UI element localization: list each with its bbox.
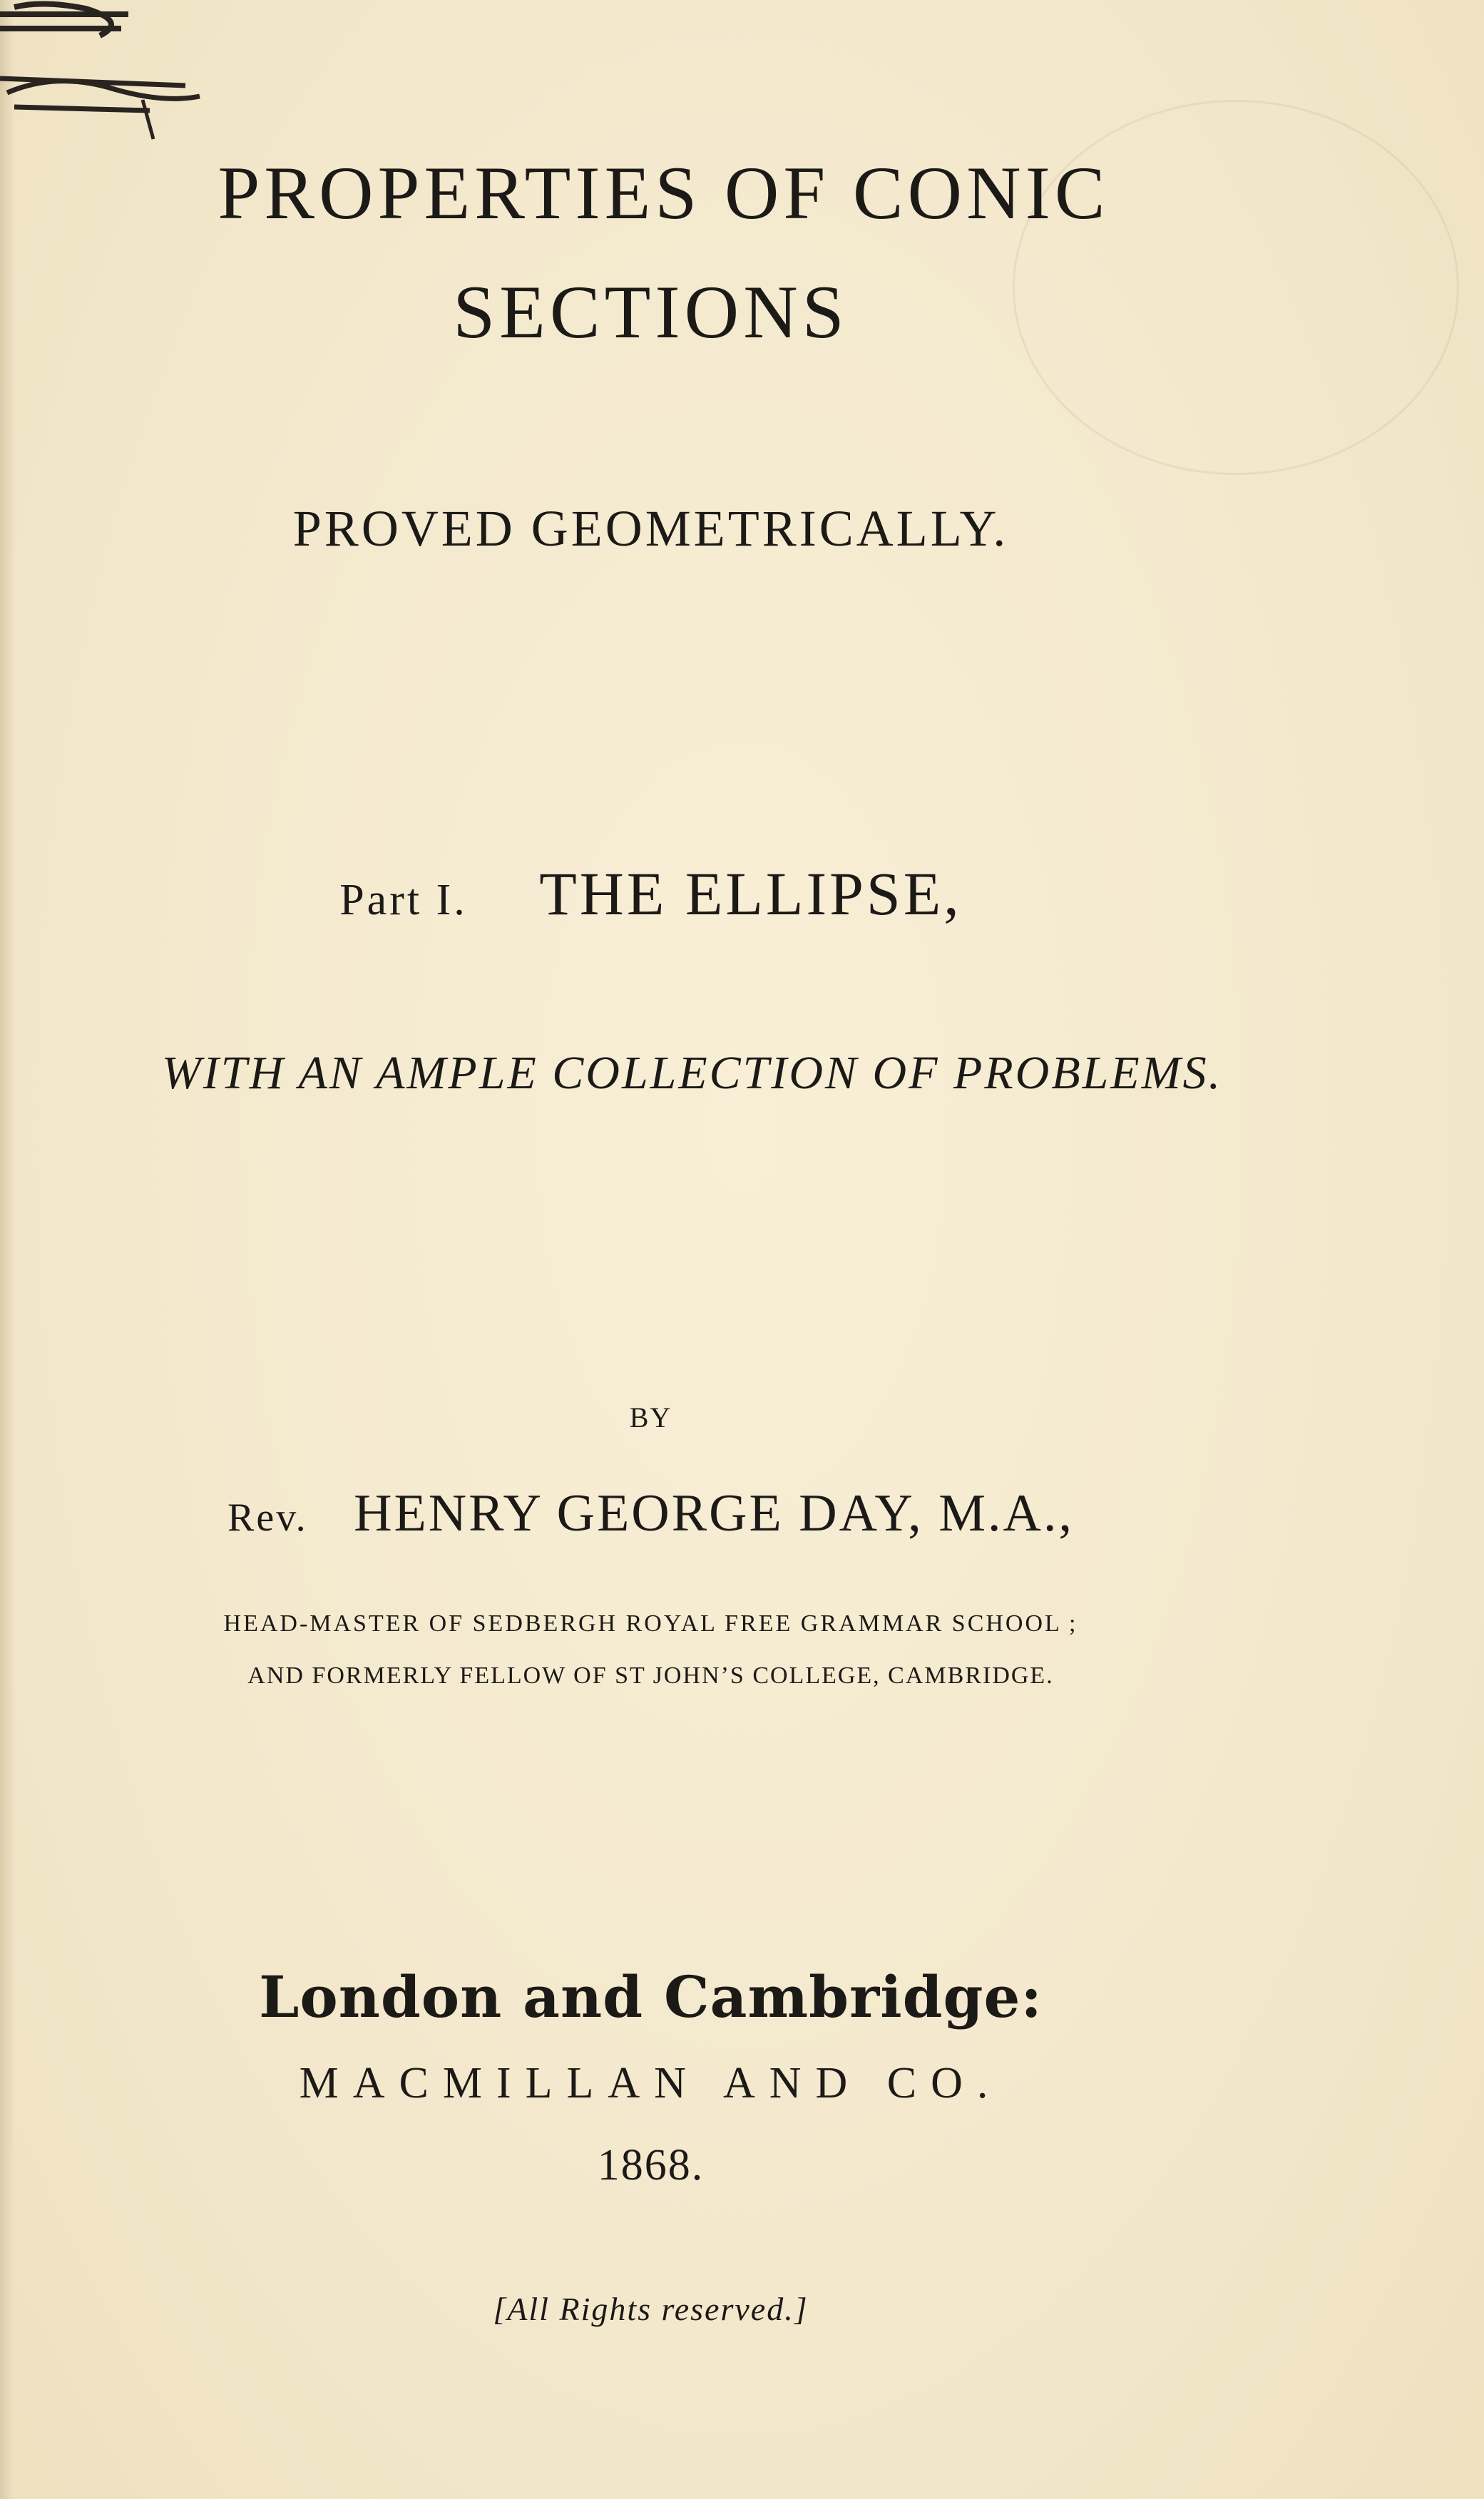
publication-cities: London and Cambridge: <box>259 1963 1043 2030</box>
author-line <box>0 1484 1393 1543</box>
subtitle: PROVED GEOMETRICALLY. <box>292 500 1009 557</box>
author-position-line-2: AND FORMERLY FELLOW OF ST JOHN’S COLLEGE, CAMBRIDGE. <box>247 1662 1054 1689</box>
rights-notice: [All Rights reserved.] <box>493 2291 809 2327</box>
title-line-2: SECTIONS <box>453 270 849 354</box>
problems-line: WITH AN AMPLE COLLECTION OF PROBLEMS. <box>161 1047 1223 1099</box>
by-line: BY <box>629 1401 672 1434</box>
author-position-line-1: HEAD-MASTER OF SEDBERGH ROYAL FREE GRAMMAR SCHOOL ; <box>223 1610 1078 1637</box>
library-stamp-marks <box>0 0 214 143</box>
part-title: THE ELLIPSE, <box>539 859 962 928</box>
publication-year: 1868. <box>597 2141 705 2189</box>
page-edge-shadow <box>0 0 14 2499</box>
title-line-1: PROPERTIES OF CONIC <box>218 151 1110 235</box>
part-label: Part I. <box>339 876 468 924</box>
author-prefix: Rev. <box>227 1496 308 1540</box>
publisher: MACMILLAN AND CO. <box>299 2059 1003 2107</box>
part-heading <box>0 859 1393 928</box>
author-name: HENRY GEORGE DAY, M.A., <box>354 1484 1074 1543</box>
